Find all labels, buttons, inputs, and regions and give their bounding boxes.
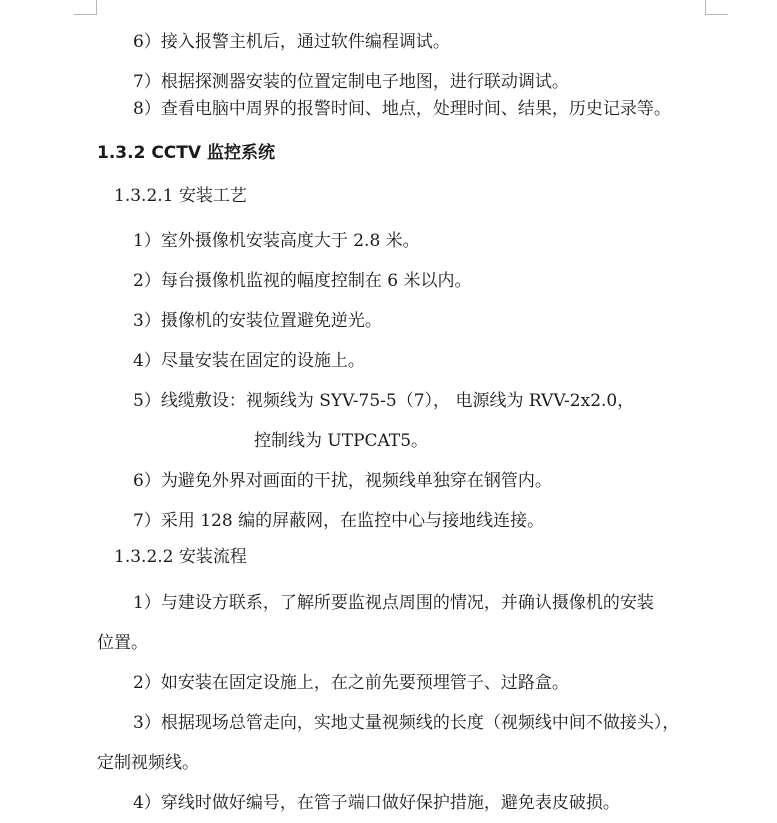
flow-item-1-continuation: 位置。	[97, 633, 148, 653]
flow-item-4: 4）穿线时做好编号，在管子端口做好保护措施，避免表皮破损。	[133, 793, 620, 813]
page-corner-mark-left	[74, 0, 97, 15]
section-heading-cctv: 1.3.2 CCTV 监控系统	[97, 143, 275, 163]
list-item-8: 8）查看电脑中周界的报警时间、地点，处理时间、结果，历史记录等。	[133, 99, 671, 119]
list-item-6: 6）接入报警主机后，通过软件编程调试。	[133, 32, 450, 52]
flow-item-2: 2）如安装在固定设施上，在之前先要预埋管子、过路盒。	[133, 673, 569, 693]
list-item-3: 3）摄像机的安装位置避免逆光。	[133, 311, 382, 331]
list-item-5: 5）线缆敷设：视频线为 SYV-75-5（7）， 电源线为 RVV-2x2.0，	[133, 391, 635, 411]
flow-item-3: 3）根据现场总管走向，实地丈量视频线的长度（视频线中间不做接头），	[133, 713, 680, 733]
subsection-heading-install-process: 1.3.2.1 安装工艺	[114, 186, 247, 206]
list-item-7: 7）根据探测器安装的位置定制电子地图，进行联动调试。	[133, 72, 569, 92]
flow-item-3-continuation: 定制视频线。	[97, 753, 199, 773]
list-item-6b: 6）为避免外界对画面的干扰，视频线单独穿在钢管内。	[133, 471, 552, 491]
page-corner-mark-right	[705, 0, 728, 15]
flow-item-1: 1）与建设方联系，了解所要监视点周围的情况，并确认摄像机的安装	[133, 593, 654, 613]
list-item-1: 1）室外摄像机安装高度大于 2.8 米。	[133, 231, 420, 251]
list-item-4: 4）尽量安装在固定的设施上。	[133, 351, 365, 371]
list-item-5-continuation: 控制线为 UTPCAT5。	[254, 431, 429, 451]
list-item-7b: 7）采用 128 编的屏蔽网，在监控中心与接地线连接。	[133, 511, 545, 531]
subsection-heading-install-flow: 1.3.2.2 安装流程	[114, 547, 247, 567]
list-item-2: 2）每台摄像机监视的幅度控制在 6 米以内。	[133, 271, 472, 291]
